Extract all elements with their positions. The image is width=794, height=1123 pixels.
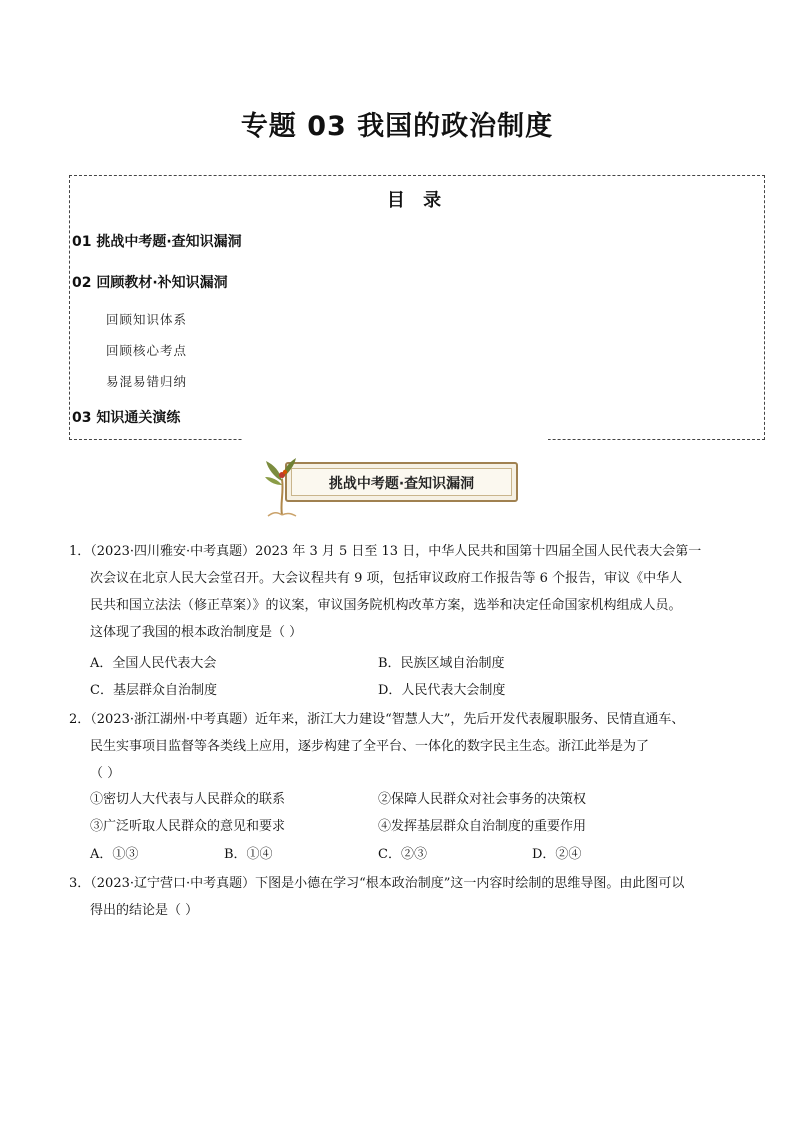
banner-title: 挑战中考题·查知识漏洞 (328, 476, 475, 492)
question-text: 3．（2023·辽宁营口·中考真题）下图是小德在学习“根本政治制度”这一内容时绘制的思维导图。由此图可以 (69, 876, 685, 891)
question-text: 民共和国立法法（修正草案）》的议案，审议国务院机构改革方案，选举和决定任命国家机构组成人员。 (90, 598, 682, 613)
question-text: 次会议在北京人民大会堂召开。大会议程共有 9 项，包括审议政府工作报告等 6 个报告，审议《中华人 (90, 571, 683, 586)
toc-sub-item: 回顾知识体系 (106, 312, 188, 327)
ginseng-icon (262, 455, 302, 517)
toc-section-2: 02 回顾教材·补知识漏洞 (72, 275, 228, 291)
toc-section-1: 01 挑战中考题·查知识漏洞 (72, 234, 242, 250)
option-c[interactable]: C．基层群众自治制度 (90, 683, 217, 698)
option-b[interactable]: B．①④ (224, 847, 273, 862)
option-d[interactable]: D．②④ (532, 847, 582, 862)
option-b[interactable]: B．民族区域自治制度 (378, 656, 505, 671)
table-of-contents (69, 175, 765, 440)
question-text: 得出的结论是（ ） (90, 903, 199, 918)
toc-heading: 目 录 (386, 190, 448, 211)
question-text: （ ） (90, 766, 121, 781)
statement-4: ④发挥基层群众自治制度的重要作用 (378, 819, 587, 834)
question-1 (69, 538, 729, 646)
section-banner (262, 455, 522, 517)
toc-sub-item: 回顾核心考点 (106, 343, 188, 358)
statement-1: ①密切人大代表与人民群众的联系 (90, 792, 286, 807)
question-text: 民生实事项目监督等各类线上应用，逐步构建了全平台、一体化的数字民主生态。浙江此举是为了 (90, 739, 650, 754)
statement-2: ②保障人民群众对社会事务的决策权 (378, 792, 587, 807)
toc-section-3: 03 知识通关演练 (72, 410, 181, 426)
toc-border-gap (243, 436, 548, 444)
question-2 (69, 706, 729, 787)
page-title: 专题 03 我国的政治制度 (240, 111, 554, 142)
option-c[interactable]: C．②③ (378, 847, 427, 862)
question-text: 2．（2023·浙江湖州·中考真题）近年来，浙江大力建设“智慧人大”，先后开发代表履职服务、民情直通车、 (69, 712, 685, 727)
option-a[interactable]: A．①③ (90, 847, 139, 862)
statement-3: ③广泛听取人民群众的意见和要求 (90, 819, 286, 834)
question-text: 这体现了我国的根本政治制度是（ ） (90, 625, 303, 640)
toc-sub-item: 易混易错归纳 (106, 374, 188, 389)
banner-frame (285, 462, 518, 502)
option-a[interactable]: A．全国人民代表大会 (90, 656, 217, 671)
question-3 (69, 870, 729, 924)
option-d[interactable]: D．人民代表大会制度 (378, 683, 506, 698)
question-text: 1．（2023·四川雅安·中考真题）2023 年 3 月 5 日至 13 日，中华人民共和国第十四届全国人民代表大会第一 (69, 544, 702, 559)
